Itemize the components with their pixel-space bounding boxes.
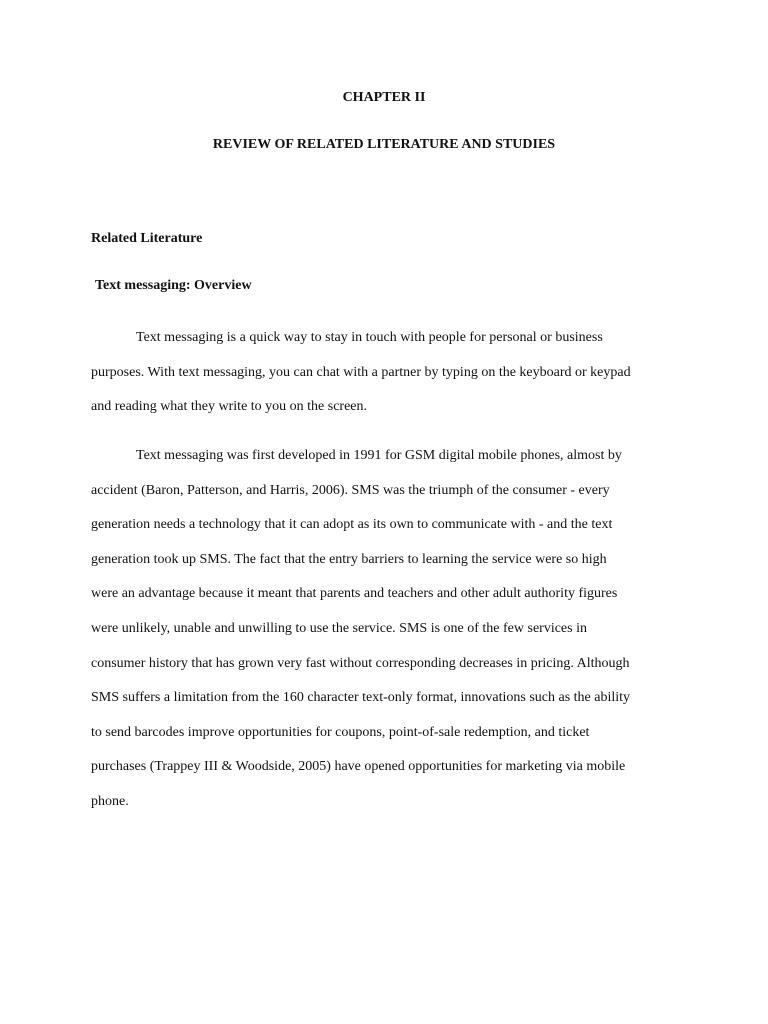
paragraph-line: to send barcodes improve opportunities for coupons, point-of-sale redemption, and ticket: [91, 724, 590, 740]
paragraph-line: Text messaging was first developed in 1991 for GSM digital mobile phones, almost by: [136, 448, 622, 463]
paragraph-line: purchases (Trappey III & Woodside, 2005) have opened opportunities for marketing via mobile: [91, 759, 626, 775]
paragraph-line: generation needs a technology that it can adopt as its own to communicate with - and the text: [91, 517, 613, 533]
chapter-heading: CHAPTER II: [342, 90, 426, 105]
paragraph-1: [91, 328, 681, 432]
paragraph-2: [91, 446, 681, 827]
paragraph-line: phone.: [91, 793, 129, 809]
section-heading: Related Literature: [91, 231, 203, 246]
chapter-title: REVIEW OF RELATED LITERATURE AND STUDIES: [212, 137, 556, 152]
paragraph-line: SMS suffers a limitation from the 160 character text-only format, innovations such as the ability: [91, 690, 631, 706]
paragraph-line: Text messaging is a quick way to stay in touch with people for personal or business: [136, 330, 603, 345]
paragraph-line: purposes. With text messaging, you can chat with a partner by typing on the keyboard or keypad: [91, 364, 631, 380]
subsection-heading: Text messaging: Overview: [95, 278, 252, 293]
paragraph-line: and reading what they write to you on the screen.: [91, 399, 368, 415]
paragraph-line: generation took up SMS. The fact that the entry barriers to learning the service were so high: [91, 551, 607, 567]
paragraph-line: were an advantage because it meant that parents and teachers and other adult authority figures: [91, 586, 618, 602]
paragraph-line: accident (Baron, Patterson, and Harris, 2006). SMS was the triumph of the consumer - every: [91, 482, 610, 498]
paragraph-line: were unlikely, unable and unwilling to use the service. SMS is one of the few services in: [91, 620, 587, 636]
paragraph-line: consumer history that has grown very fast without corresponding decreases in pricing. Although: [91, 655, 630, 671]
